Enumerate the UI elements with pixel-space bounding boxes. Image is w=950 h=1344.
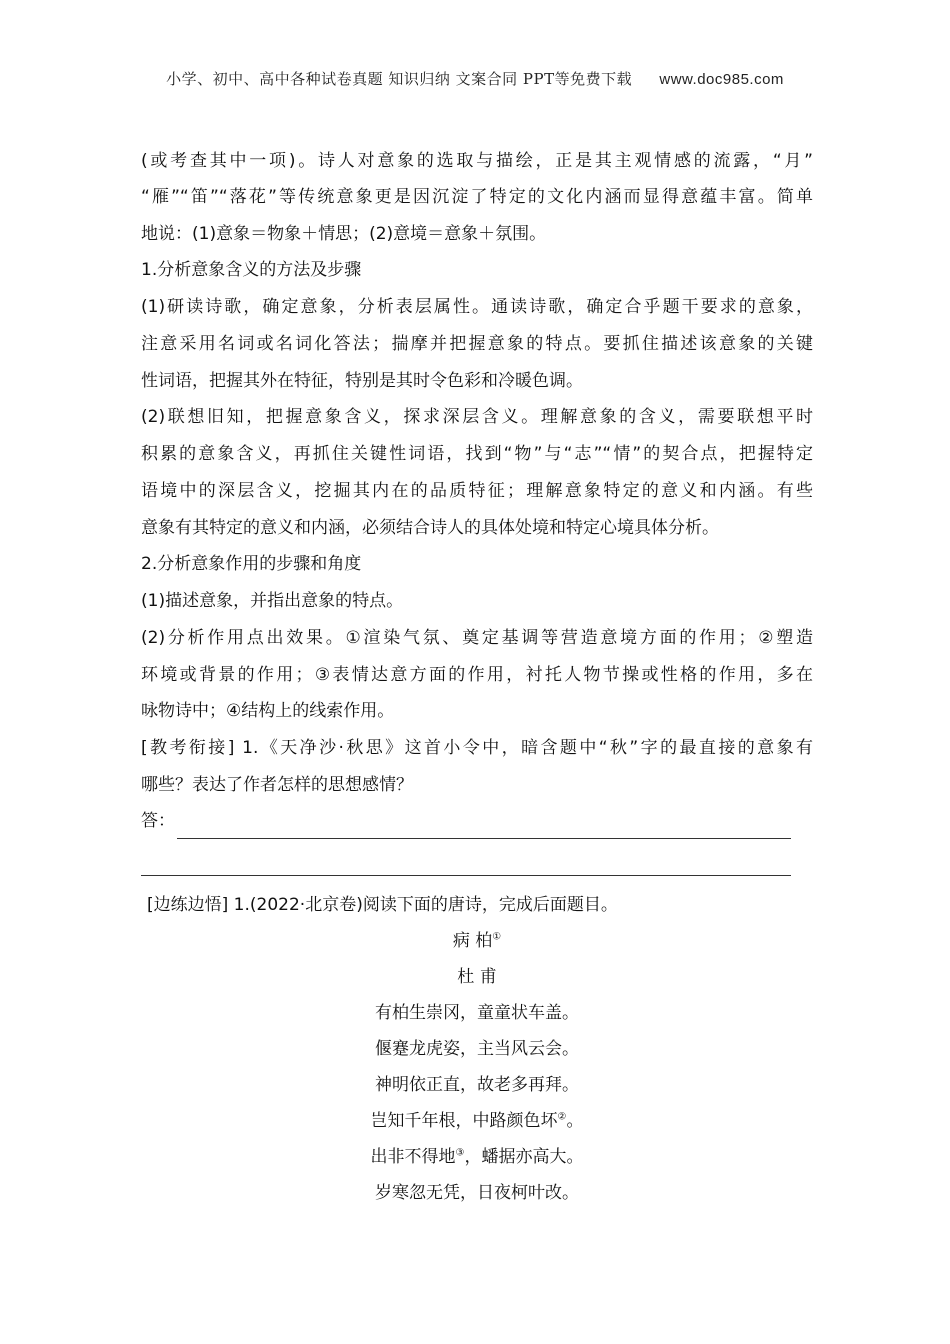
answer-blank-1[interactable]: [177, 837, 791, 839]
text-line: 语境中的深层含义，挖掘其内在的品质特征；理解意象特定的意义和内涵。有些: [141, 481, 813, 501]
answer-label: 答：: [141, 811, 175, 831]
header-site[interactable]: www.doc985.com: [659, 71, 784, 88]
text-line: 注意采用名词或名词化答法；揣摩并把握意象的特点。要抓住描述该意象的关键: [141, 334, 813, 354]
verse-tail: 。: [566, 1111, 584, 1131]
text-line: 地说：(1)意象＝物象＋情思；(2)意境＝意象＋氛围。: [141, 224, 547, 244]
poem-verse: [141, 1106, 813, 1131]
text-line: (1)研读诗歌，确定意象，分析表层属性。通读诗歌，确定合乎题干要求的意象，: [141, 297, 813, 317]
poem-verse: 岁寒忽无凭，日夜柯叶改。: [375, 1183, 579, 1203]
text-line: (2)分析作用点出效果。①渲染气氛、奠定基调等营造意境方面的作用；②塑造: [141, 628, 813, 648]
footnote-mark: ③: [455, 1147, 465, 1159]
text-line: (1)描述意象，并指出意象的特点。: [141, 591, 404, 611]
text-line: 积累的意象含义，再抓住关键性词语，找到“物”与“志”“情”的契合点，把握特定: [141, 444, 813, 464]
poem-author: 杜 甫: [457, 967, 497, 987]
section-heading: 2.分析意象作用的步骤和角度: [141, 554, 362, 574]
verse-text: 出非不得地: [370, 1147, 456, 1167]
text-line: 性词语，把握其外在特征，特别是其时令色彩和冷暖色调。: [141, 371, 583, 391]
text-line: (2)联想旧知，把握意象含义，探求深层含义。理解意象的含义，需要联想平时: [141, 407, 813, 427]
question-line: [教考衔接] 1.《天净沙·秋思》这首小令中，暗含题中“秋”字的最直接的意象有: [141, 738, 813, 758]
poem-verse: 有柏生崇冈，童童状车盖。: [375, 1003, 579, 1023]
footnote-mark: ①: [492, 931, 502, 943]
footnote-mark: ②: [557, 1111, 567, 1123]
answer-blank-2[interactable]: [141, 874, 791, 876]
verse-text: 岂知千年根，中路颜色坏: [370, 1111, 558, 1131]
text-line: 环境或背景的作用；③表情达意方面的作用，衬托人物节操或性格的作用，多在: [141, 665, 813, 685]
text-line: “雁”“笛”“落花”等传统意象更是因沉淀了特定的文化内涵而显得意蕴丰富。简单: [141, 187, 813, 207]
poem-verse: [141, 1142, 813, 1167]
poem-verse: 神明依正直，故老多再拜。: [375, 1075, 579, 1095]
poem-title: [141, 926, 813, 951]
text-line: 意象有其特定的意义和内涵，必须结合诗人的具体处境和特定心境具体分析。: [141, 518, 719, 538]
poem-title-text: 病 柏: [452, 931, 493, 951]
poem-verse: 偃蹇龙虎姿，主当风云会。: [375, 1039, 579, 1059]
section-heading: 1.分析意象含义的方法及步骤: [141, 260, 362, 280]
question-line: 哪些？表达了作者怎样的思想感情？: [141, 775, 413, 795]
exercise-heading: [边练边悟] 1.(2022·北京卷)阅读下面的唐诗，完成后面题目。: [147, 895, 618, 915]
page-header: [0, 68, 950, 89]
text-line: 咏物诗中；④结构上的线索作用。: [141, 701, 395, 721]
verse-tail: ，蟠据亦高大。: [464, 1147, 584, 1167]
header-text: 小学、初中、高中各种试卷真题 知识归纳 文案合同 PPT等免费下载: [166, 70, 633, 88]
text-line: (或考查其中一项)。诗人对意象的选取与描绘，正是其主观情感的流露，“月”: [141, 151, 813, 171]
